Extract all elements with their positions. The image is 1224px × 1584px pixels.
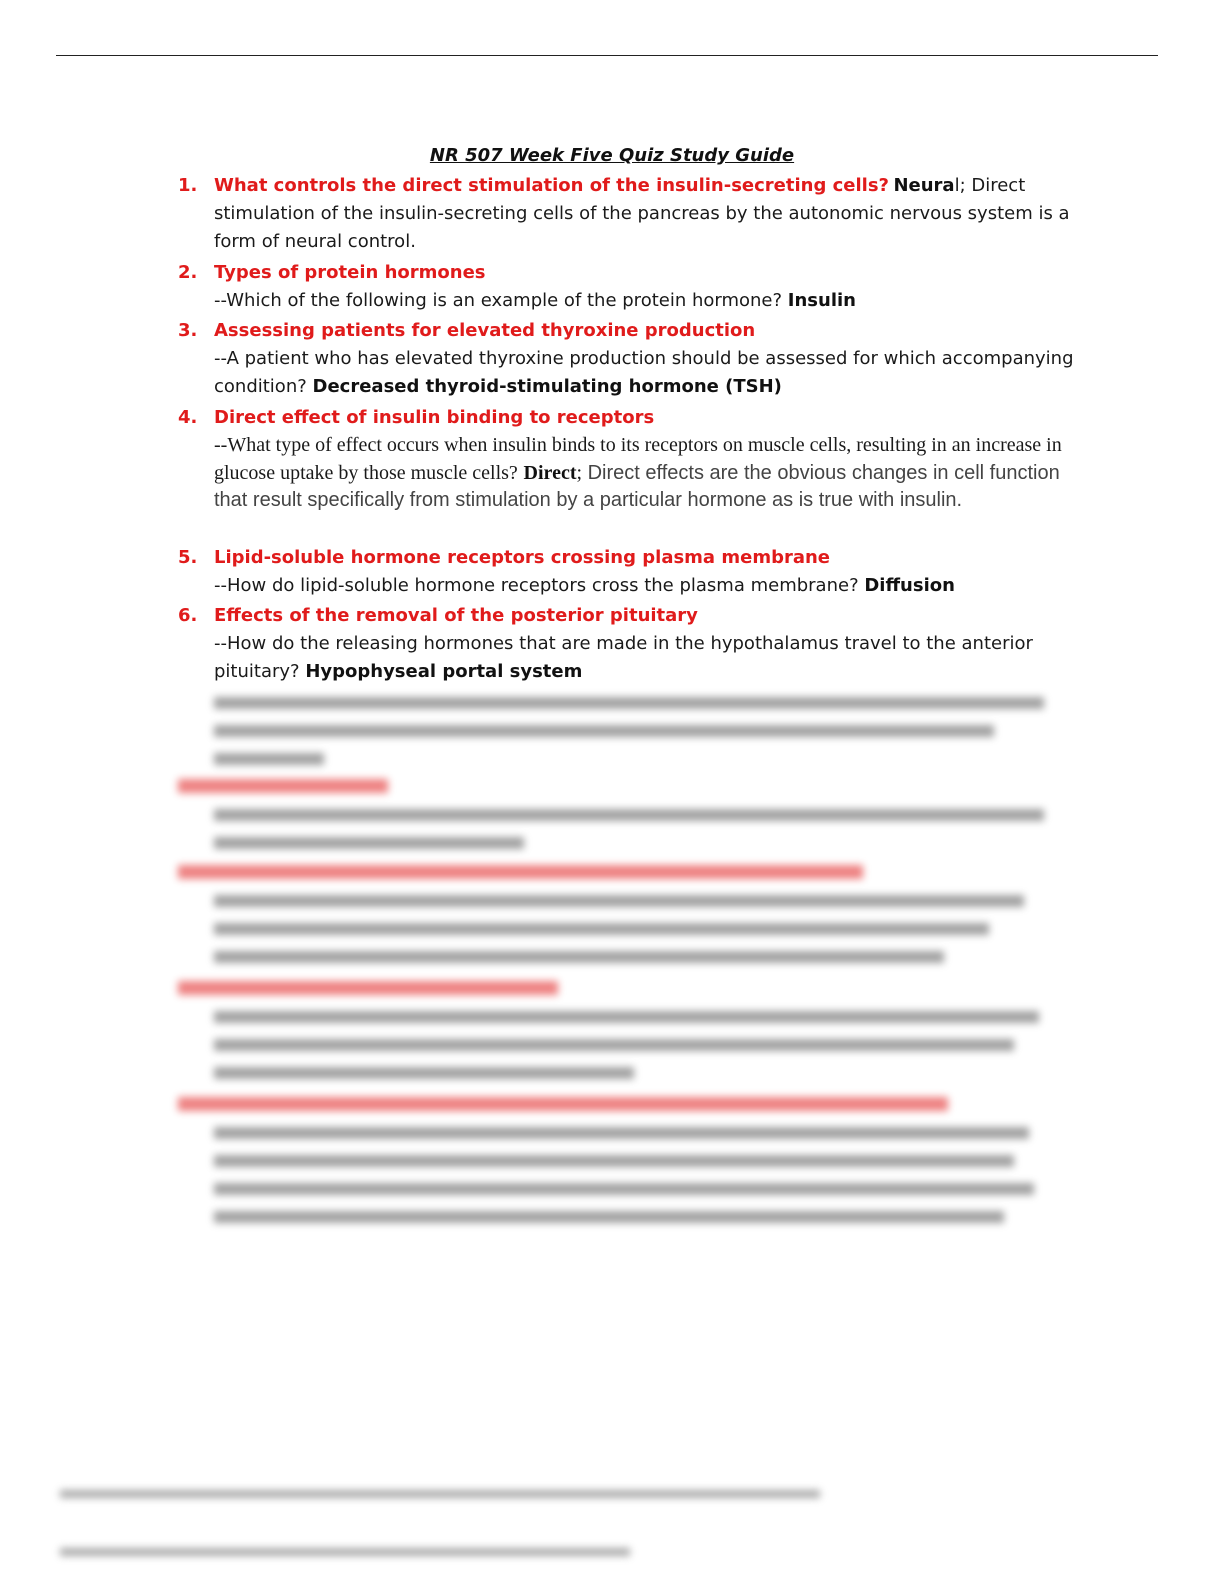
item-number: 4. bbox=[178, 407, 198, 428]
item-question: Direct effect of insulin binding to receptors bbox=[214, 407, 655, 428]
item-number: 3. bbox=[178, 320, 198, 341]
item-prompt: --How do lipid-soluble hormone receptors cross the plasma membrane? bbox=[214, 575, 859, 596]
item-question: Assessing patients for elevated thyroxine production bbox=[214, 320, 756, 341]
item-explanation: l; Direct stimulation of the insulin-secreting cells of the pancreas by the autonomic nervous system is a form of neural control. bbox=[214, 175, 1070, 252]
item-question: What controls the direct stimulation of the insulin-secreting cells? bbox=[214, 175, 889, 196]
item-question: Types of protein hormones bbox=[214, 262, 486, 283]
item-answer: Neura bbox=[893, 175, 955, 196]
item-answer: Direct bbox=[523, 461, 577, 484]
item-answer: Insulin bbox=[787, 290, 856, 311]
item-number: 1. bbox=[178, 175, 198, 196]
item-number: 5. bbox=[178, 547, 198, 568]
item-prompt: --How do the releasing hormones that are made in the hypothalamus travel to the anterior pituitary? bbox=[214, 633, 1033, 682]
item-question: Lipid-soluble hormone receptors crossing plasma membrane bbox=[214, 547, 830, 568]
item-answer: Diffusion bbox=[864, 575, 955, 596]
item-prompt: --What type of effect occurs when insulin binds to its receptors on muscle cells, resulting in an increase in glucose uptake by those muscle cells? bbox=[214, 434, 1062, 484]
item-question: Effects of the removal of the posterior pituitary bbox=[214, 605, 698, 626]
item-prompt: --A patient who has elevated thyroxine production should be assessed for which accompanying condition? bbox=[214, 348, 1074, 397]
item-answer: Hypophyseal portal system bbox=[305, 661, 583, 682]
document-title: NR 507 Week Five Quiz Study Guide bbox=[429, 145, 795, 166]
item-prompt: --Which of the following is an example of the protein hormone? bbox=[214, 290, 783, 311]
item-answer: Decreased thyroid-stimulating hormone (TSH) bbox=[312, 376, 782, 397]
item-number: 6. bbox=[178, 605, 198, 626]
item-number: 2. bbox=[178, 262, 198, 283]
item-separator: ; bbox=[576, 461, 583, 484]
item-explanation: Direct effects are the obvious changes in cell function that result specifically from stimulation by a particular hormone as is true with insulin. bbox=[214, 461, 1060, 511]
